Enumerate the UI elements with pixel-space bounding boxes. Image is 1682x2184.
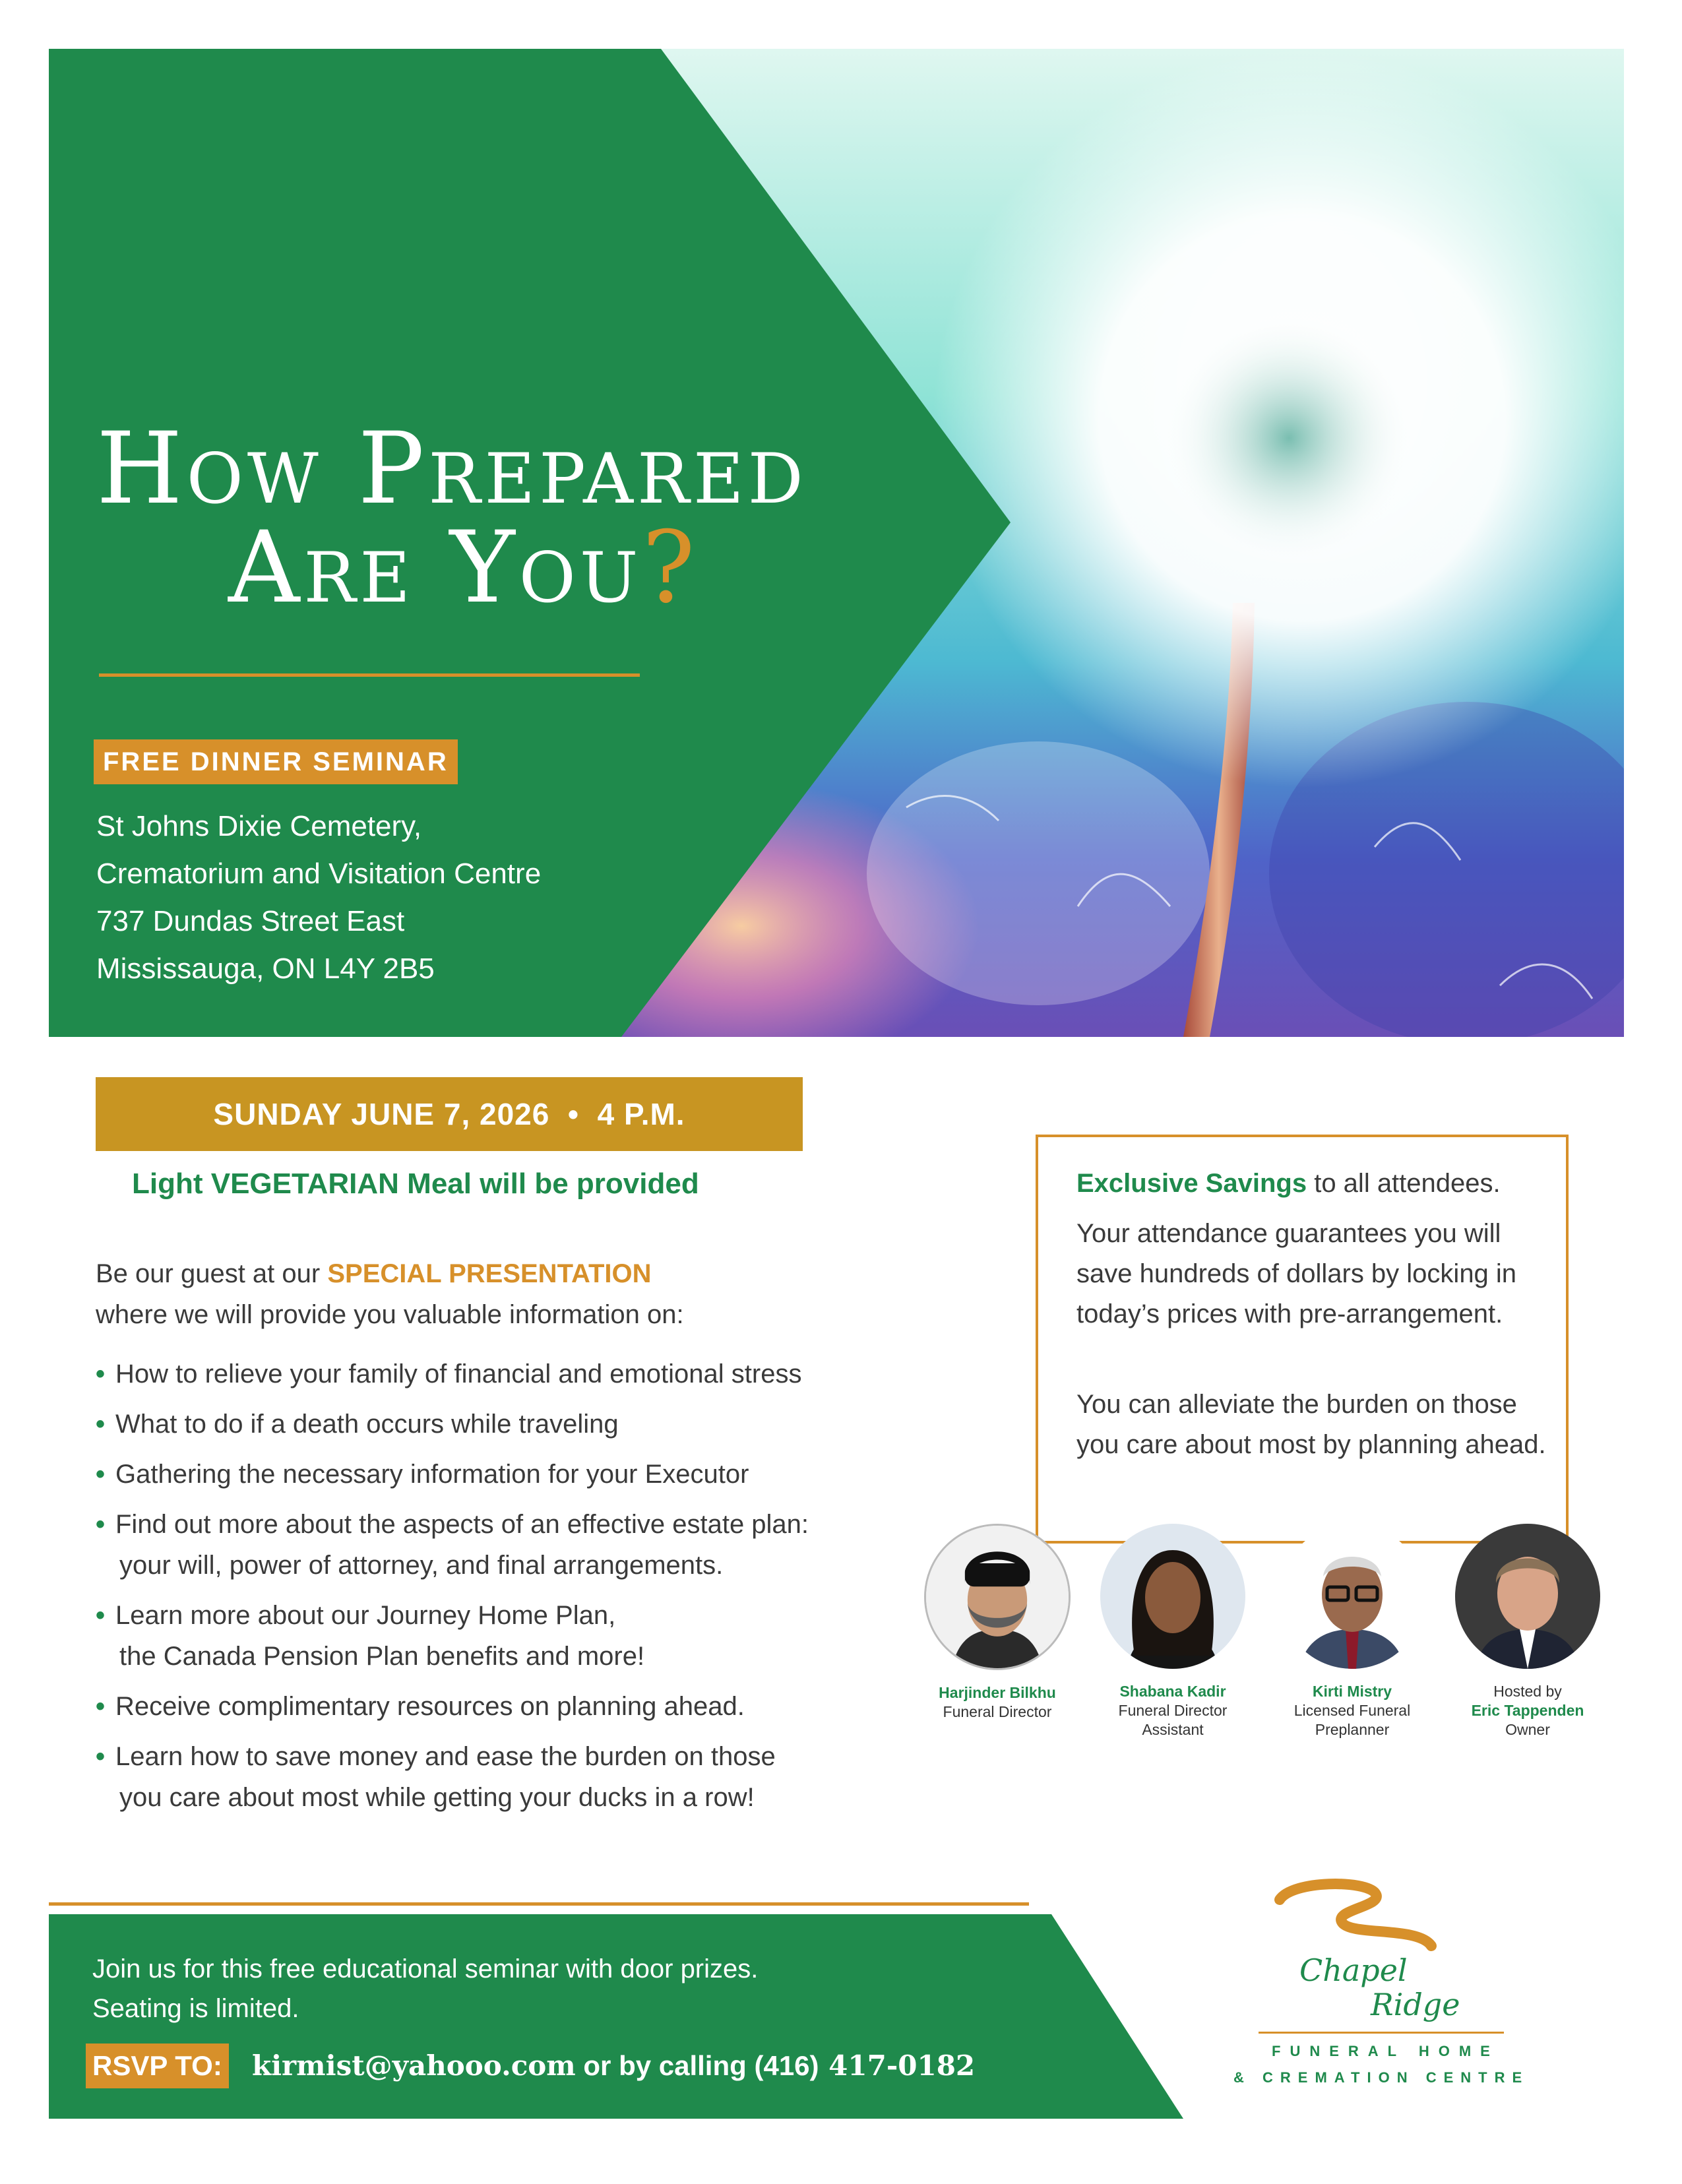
savings-lead-strong: Exclusive Savings	[1076, 1169, 1307, 1198]
chapel-ridge-logo	[1233, 1873, 1550, 2084]
list-item	[96, 1504, 927, 1586]
staff-name: Harjinder Bilkhu	[939, 1684, 1056, 1701]
logo-name-line-2: Ridge	[1371, 1987, 1460, 2022]
staff-name: Shabana Kadir	[1119, 1683, 1226, 1700]
headline-line-1	[96, 412, 807, 526]
intro-highlight: SPECIAL PRESENTATION	[327, 1259, 652, 1288]
list-item-continuation: the Canada Pension Plan benefits and more!	[119, 1642, 645, 1671]
avatar	[1455, 1524, 1600, 1669]
headline-line-2	[228, 511, 699, 625]
address-line: St Johns Dixie Cemetery,	[96, 810, 422, 842]
hero-banner	[49, 49, 1624, 1037]
list-item	[96, 1404, 927, 1445]
list-item	[96, 1686, 927, 1727]
footer-divider	[49, 1902, 1029, 1906]
headline-text-2: Are You	[228, 511, 642, 625]
headline-question-mark: ?	[642, 511, 699, 625]
savings-lead-rest: to all attendees.	[1307, 1169, 1501, 1198]
rsvp-label: RSVP TO:	[86, 2044, 229, 2088]
headline-text-1: How Prepared	[96, 412, 807, 526]
topics-list	[96, 1354, 927, 1827]
bullet-icon: •	[96, 1460, 106, 1489]
list-item-text: How to relieve your family of financial and emotional stress	[115, 1359, 802, 1388]
avatar	[924, 1524, 1071, 1670]
address-line: Crematorium and Visitation Centre	[96, 858, 542, 890]
list-item-text: Learn how to save money and ease the burden on those	[115, 1742, 776, 1771]
staff-role: Funeral Director	[943, 1703, 1052, 1720]
portrait-photo	[1100, 1524, 1245, 1669]
logo-divider	[1259, 2032, 1504, 2034]
bullet-icon: •	[96, 1692, 106, 1721]
list-item-continuation: you care about most while getting your ducks in a row!	[119, 1783, 755, 1812]
bullet-icon: •	[96, 1510, 106, 1539]
bullet-icon: •	[96, 1359, 106, 1388]
rsvp-phone-link[interactable]: 417-0182	[819, 2049, 976, 2082]
list-item-text: Receive complimentary resources on planning ahead.	[115, 1692, 745, 1721]
address-line: 737 Dundas Street East	[96, 905, 405, 937]
headline-divider	[99, 673, 640, 677]
list-item-continuation: your will, power of attorney, and final arrangements.	[119, 1551, 724, 1580]
portrait-photo	[1455, 1524, 1600, 1669]
portrait-photo	[1280, 1524, 1425, 1669]
bullet-icon: •	[96, 1410, 106, 1439]
logo-subtitle-1: FUNERAL HOME	[1272, 2043, 1499, 2059]
rsvp-area-code[interactable]: (416)	[754, 2050, 819, 2081]
list-item-text: Find out more about the aspects of an effective estate plan:	[115, 1510, 809, 1539]
logo-subtitle-2: & CREMATION CENTRE	[1233, 2069, 1530, 2086]
list-item	[96, 1454, 927, 1495]
list-item	[96, 1736, 927, 1818]
venue-address	[96, 803, 541, 993]
list-item-text: Learn more about our Journey Home Plan,	[115, 1601, 616, 1630]
staff-card-shabana	[1087, 1524, 1259, 1739]
event-date-bar: SUNDAY JUNE 7, 2026 • 4 P.M.	[96, 1077, 803, 1151]
staff-role: Preplanner	[1315, 1721, 1390, 1738]
savings-lead	[1076, 1164, 1551, 1204]
staff-card-eric	[1442, 1524, 1613, 1739]
join-line-2: Seating is limited.	[92, 1994, 299, 2023]
savings-paragraph-1: Your attendance guarantees you will save hundreds of dollars by locking in today’s prices with pre-arrangement.	[1076, 1219, 1517, 1328]
logo-name-line-1: Chapel	[1299, 1952, 1408, 1988]
intro-line-2: where we will provide you valuable information on:	[96, 1300, 684, 1329]
list-item-text: Gathering the necessary information for your Executor	[115, 1460, 749, 1489]
join-line-1: Join us for this free educational seminar with door prizes.	[92, 1954, 759, 1983]
staff-card-harjinder	[912, 1524, 1083, 1722]
bullet-icon: •	[96, 1742, 106, 1771]
staff-role: Funeral Director	[1118, 1702, 1228, 1719]
staff-role: Assistant	[1142, 1721, 1204, 1738]
list-item	[96, 1595, 927, 1677]
staff-name: Kirti Mistry	[1312, 1683, 1392, 1700]
join-text	[92, 1949, 758, 2028]
avatar	[1280, 1524, 1425, 1669]
hosted-by-label: Hosted by	[1493, 1683, 1562, 1700]
savings-paragraph-2: You can alleviate the burden on those you care about most by planning ahead.	[1076, 1390, 1546, 1459]
rsvp-contact	[252, 2044, 975, 2088]
avatar	[1100, 1524, 1245, 1669]
staff-name: Eric Tappenden	[1471, 1702, 1584, 1719]
rsvp-mid-text: or by calling	[575, 2050, 755, 2081]
staff-card-kirti	[1266, 1524, 1438, 1739]
portrait-photo	[926, 1526, 1069, 1668]
bullet-icon: •	[96, 1601, 106, 1630]
address-line: Mississauga, ON L4Y 2B5	[96, 952, 435, 985]
staff-role: Licensed Funeral	[1293, 1702, 1411, 1719]
list-item	[96, 1354, 927, 1394]
rsvp-email-link[interactable]: kirmist@yahooo.com	[252, 2049, 576, 2082]
seminar-badge: FREE DINNER SEMINAR	[94, 739, 458, 784]
intro-text	[96, 1253, 684, 1335]
meal-note: Light VEGETARIAN Meal will be provided	[132, 1168, 699, 1200]
savings-box	[1036, 1135, 1569, 1544]
staff-role: Owner	[1505, 1721, 1550, 1738]
list-item-text: What to do if a death occurs while traveling	[115, 1410, 619, 1439]
intro-prefix: Be our guest at our	[96, 1259, 328, 1288]
logo-swoosh-icon	[1233, 1873, 1550, 1959]
